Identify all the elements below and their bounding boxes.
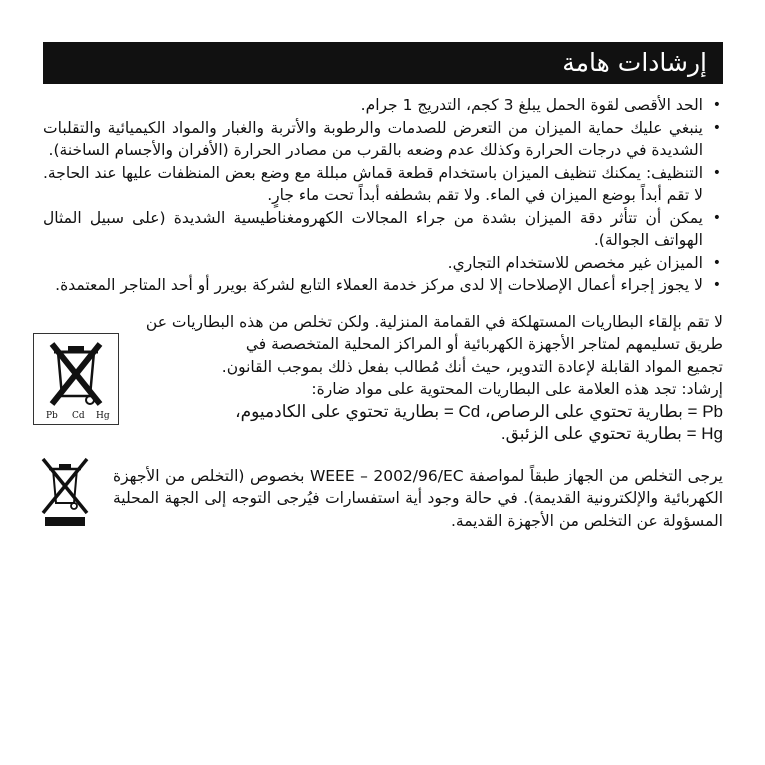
list-item: • لا يجوز إجراء أعمال الإصلاحات إلا لدى مركز خدمة العملاء التابع لشركة بويرر أو أحد المتاجر المعتمدة. — [43, 274, 723, 297]
list-item: • يمكن أن تتأثر دقة الميزان بشدة من جراء المجالات الكهرومغناطيسية الشديدة (على سبيل المثال الهواتف الجوالة). — [43, 207, 723, 252]
pb-label: Pb — [46, 410, 58, 421]
list-item: • الحد الأقصى لقوة الحمل يبلغ 3 كجم، التدريج 1 جرام. — [43, 94, 723, 117]
list-item: • ينبغي عليك حماية الميزان من التعرض للصدمات والرطوبة والأتربة والغبار والمواد الكيميائية والتقلبات الشديدة في درجات الحرارة وكذلك عدم وضعه بالقرب من مصادر الحرارة (الأفران والأجسام الساخنة). — [43, 117, 723, 162]
battery-text-line: Pb = بطارية تحتوي على الرصاص، Cd = بطارية تحتوي على الكادميوم، — [235, 401, 723, 421]
instruction-list — [43, 94, 723, 297]
crossed-out-bin-battery-icon — [33, 333, 119, 425]
crossed-out-wheelie-bin-icon — [37, 457, 93, 529]
list-item: • الميزان غير مخصص للاستخدام التجاري. — [43, 252, 723, 275]
header-title: إرشادات هامة — [562, 48, 707, 77]
battery-text-line: طريق تسليمهم لمتاجر الأجهزة الكهربائية أو المراكز المحلية المتخصصة في — [245, 335, 723, 353]
weee-disposal-section — [43, 465, 723, 533]
cd-label: Cd — [72, 410, 85, 421]
battery-text-line: إرشاد: تجد هذه العلامة على البطاريات المحتوية على مواد ضارة: — [311, 380, 723, 398]
battery-text-line: تجميع المواد القابلة لإعادة التدوير، حيث أنك مُطالب بفعل ذلك بموجب القانون. — [221, 357, 723, 376]
section-header — [43, 42, 723, 84]
battery-disposal-text — [43, 311, 723, 446]
instructions-page — [43, 42, 723, 532]
weee-disposal-text: يرجى التخلص من الجهاز طبقاً لمواصفة WEEE – 2002/96/EC بخصوص (التخلص من الأجهزة الكهربائية والإلكترونية القديمة). في حالة وجود أية استفسارات فيُرجى التوجه إلى الجهة المحلية المسؤولة عن التخلص من الأجهزة القديمة. — [113, 466, 723, 530]
list-item: • التنظيف: يمكنك تنظيف الميزان باستخدام قطعة قماش مبللة مع وضع بعض المنظفات عليها عند الحاجة. لا تقم أبداً بوضع الميزان في الماء. ولا تقم بشطفه أبداً تحت ماء جارٍ. — [43, 162, 723, 207]
hg-label: Hg — [96, 410, 110, 421]
battery-text-line: لا تقم بإلقاء البطاريات المستهلكة في القمامة المنزلية. ولكن تخلص من هذه البطاريات عن — [145, 312, 723, 331]
battery-text-line: Hg = بطارية تحتوي على الزئبق. — [500, 424, 723, 443]
battery-disposal-section — [43, 311, 723, 459]
